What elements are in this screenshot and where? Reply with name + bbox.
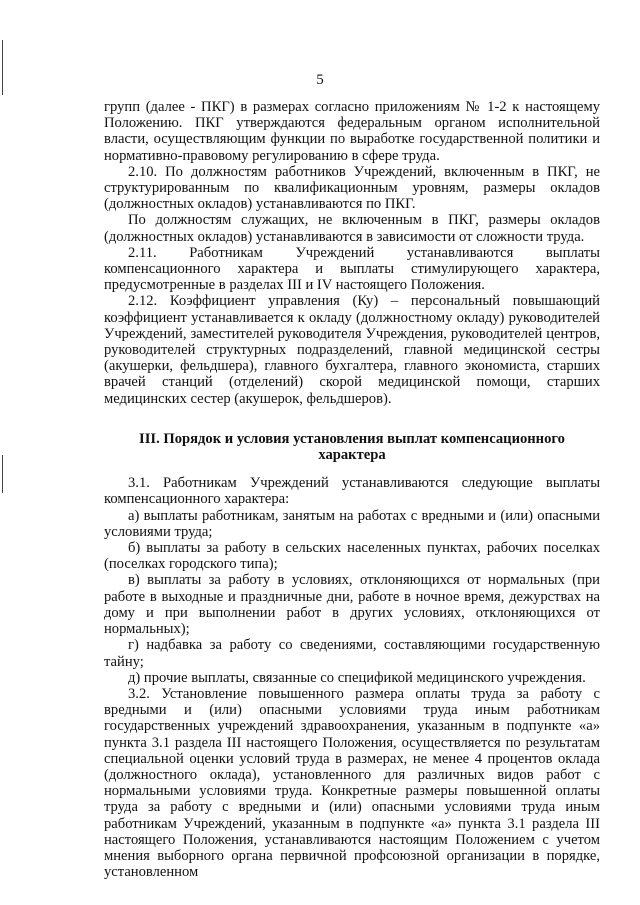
scan-edge-mark [2,455,3,493]
list-item-g: г) надбавка за работу со сведениями, составляющими государственную тайну; [104,637,600,670]
paragraph-employee-positions: По должностям служащих, не включенным в ПКГ, размеры окладов (должностных окладов) устанавливаются в зависимости от сложности труда. [104,212,600,245]
document-body [104,99,600,880]
paragraph-3-1: 3.1. Работникам Учреждений устанавливаются следующие выплаты компенсационного характера: [104,475,600,508]
paragraph-2-10: 2.10. По должностям работников Учреждений, включенным в ПКГ, не структурированным по квалификационным уровням, размеры окладов (должностных окладов) устанавливаются по ПКГ. [104,163,600,213]
paragraph-continuation: групп (далее - ПКГ) в размерах согласно приложениям № 1-2 к настоящему Положению. ПКГ утверждаются федеральным органом исполнительной власти, осуществляющим функции по выработке государственной политики и нормативно-правовому регулированию в сфере труда. [104,99,600,164]
paragraph-2-11: 2.11. Работникам Учреждений устанавливаются выплаты компенсационного характера и выплаты стимулирующего характера, предусмотренные в разделах III и IV настоящего Положения. [104,244,600,294]
list-item-d: д) прочие выплаты, связанные со спецификой медицинского учреждения. [128,669,586,686]
list-item-v: в) выплаты за работу в условиях, отклоняющихся от нормальных (при работе в выходные и праздничные дни, работе в ночное время, дежурствах на дому и при выполнении работ в других условиях, отклоняющихся от нормальных); [104,572,600,638]
section-heading: III. Порядок и условия установления выплат компенсационного характера [139,430,565,464]
list-item-a: а) выплаты работникам, занятым на работах с вредными и (или) опасными условиями труда; [104,507,600,540]
paragraph-3-2: 3.2. Установление повышенного размера оплаты труда за работу с вредными и (или) опасными условиями труда иным работникам государственных учреждений здравоохранения, указанным в подпункте «а» пункта 3.1 раздела III настоящего Положения, осуществляется по результатам специальной оценки условий труда в размерах, не менее 4 процентов оклада (должностного оклада), установленного для различных видов работ с нормальными условиями труда. Конкретные размеры повышенной оплаты труда за работу с вредными и (или) опасными условиями труда иным работникам Учреждений, указанным в подпункте «а» пункта 3.1 раздела III настоящего Положения, устанавливаются настоящим Положением с учетом мнения выборного органа первичной профсоюзной организации в порядке, установленном [104,685,600,881]
list-item-b: б) выплаты за работу в сельских населенных пунктах, рабочих поселках (поселках городского типа); [104,540,600,573]
paragraph-2-12: 2.12. Коэффициент управления (Ку) – персональный повышающий коэффициент устанавливается к окладу (должностному окладу) руководителей Учреждений, заместителей руководителя Учреждения, руководителей центров, руководителей структурных подразделений, главной медицинской сестры (акушерки, фельдшера), главного бухгалтера, главного экономиста, старших врачей станций (отделений) скорой медицинской помощи, старших медицинских сестер (акушерок, фельдшеров). [104,293,600,407]
page-number: 5 [316,72,324,88]
